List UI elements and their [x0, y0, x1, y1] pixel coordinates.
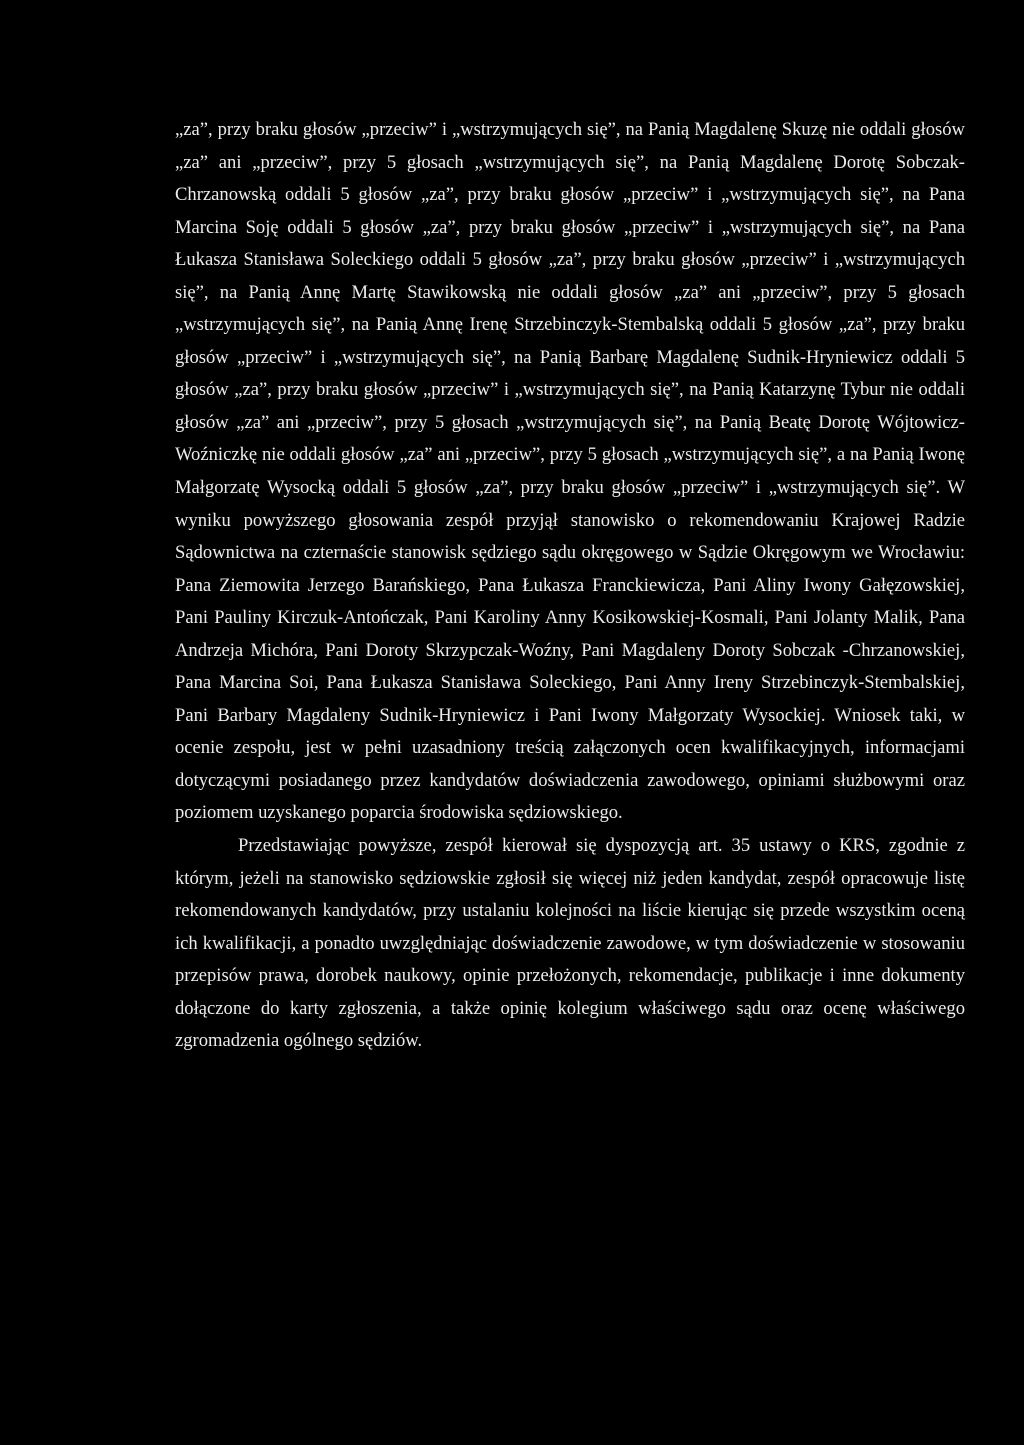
paragraph-voting-results: „za”, przy braku głosów „przeciw” i „wstrzymujących się”, na Panią Magdalenę Skuzę nie oddali głosów „za” ani „przeciw”, przy 5 głosach „wstrzymujących się”, na Panią Magdalenę Dorotę Sobczak-Chrzanowską oddali 5 głosów „za”, przy braku głosów „przeciw” i „wstrzymujących się”, na Pana Marcina Soję oddali 5 głosów „za”, przy braku głosów „przeciw” i „wstrzymujących się”, na Pana Łukasza Stanisława Soleckiego oddali 5 głosów „za”, przy braku głosów „przeciw” i „wstrzymujących się”, na Panią Annę Martę Stawikowską nie oddali głosów „za” ani „przeciw”, przy 5 głosach „wstrzymujących się”, na Panią Annę Irenę Strzebinczyk-Stembalską oddali 5 głosów „za”, przy braku głosów „przeciw” i „wstrzymujących się”, na Panią Barbarę Magdalenę Sudnik-Hryniewicz oddali 5 głosów „za”, przy braku głosów „przeciw” i „wstrzymujących się”, na Panią Katarzynę Tybur nie oddali głosów „za” ani „przeciw”, przy 5 głosach „wstrzymujących się”, na Panią Beatę Dorotę Wójtowicz-Woźniczkę nie oddali głosów „za” ani „przeciw”, przy 5 głosach „wstrzymujących się”, a na Panią Iwonę Małgorzatę Wysocką oddali 5 głosów „za”, przy braku głosów „przeciw” i „wstrzymujących się”. W wyniku powyższego głosowania zespół przyjął stanowisko o rekomendowaniu Krajowej Radzie Sądownictwa na czternaście stanowisk sędziego sądu okręgowego w Sądzie Okręgowym we Wrocławiu: Pana Ziemowita Jerzego Barańskiego, Pana Łukasza Franckiewicza, Pani Aliny Iwony Gałęzowskiej, Pani Pauliny Kirczuk-Antończak, Pani Karoliny Anny Kosikowskiej-Kosmali, Pani Jolanty Malik, Pana Andrzeja Michóra, Pani Doroty Skrzypczak-Woźny, Pani Magdaleny Doroty Sobczak -Chrzanowskiej, Pana Marcina Soi, Pana Łukasza Stanisława Soleckiego, Pani Anny Ireny Strzebinczyk-Stembalskiej, Pani Barbary Magdaleny Sudnik-Hryniewicz i Pani Iwony Małgorzaty Wysockiej. Wniosek taki, w ocenie zespołu, jest w pełni uzasadniony treścią załączonych ocen kwalifikacyjnych, informacjami dotyczącymi posiadanego przez kandydatów doświadczenia zawodowego, opiniami służbowymi oraz poziomem uzyskanego poparcia środowiska sędziowskiego. — [175, 119, 965, 824]
paragraph-legal-basis: Przedstawiając powyższe, zespół kierował się dyspozycją art. 35 ustawy o KRS, zgodnie z którym, jeżeli na stanowisko sędziowskie zgłosił się więcej niż jeden kandydat, zespół opracowuje listę rekomendowanych kandydatów, przy ustalaniu kolejności na liście kierując się przede wszystkim oceną ich kwalifikacji, a ponadto uwzględniając doświadczenie zawodowe, w tym doświadczenie w stosowaniu przepisów prawa, dorobek naukowy, opinie przełożonych, rekomendacje, publikacje i inne dokumenty dołączone do karty zgłoszenia, a także opinię kolegium właściwego sądu oraz ocenę właściwego zgromadzenia ogólnego sędziów. — [175, 835, 965, 1052]
document-body — [175, 114, 965, 1058]
